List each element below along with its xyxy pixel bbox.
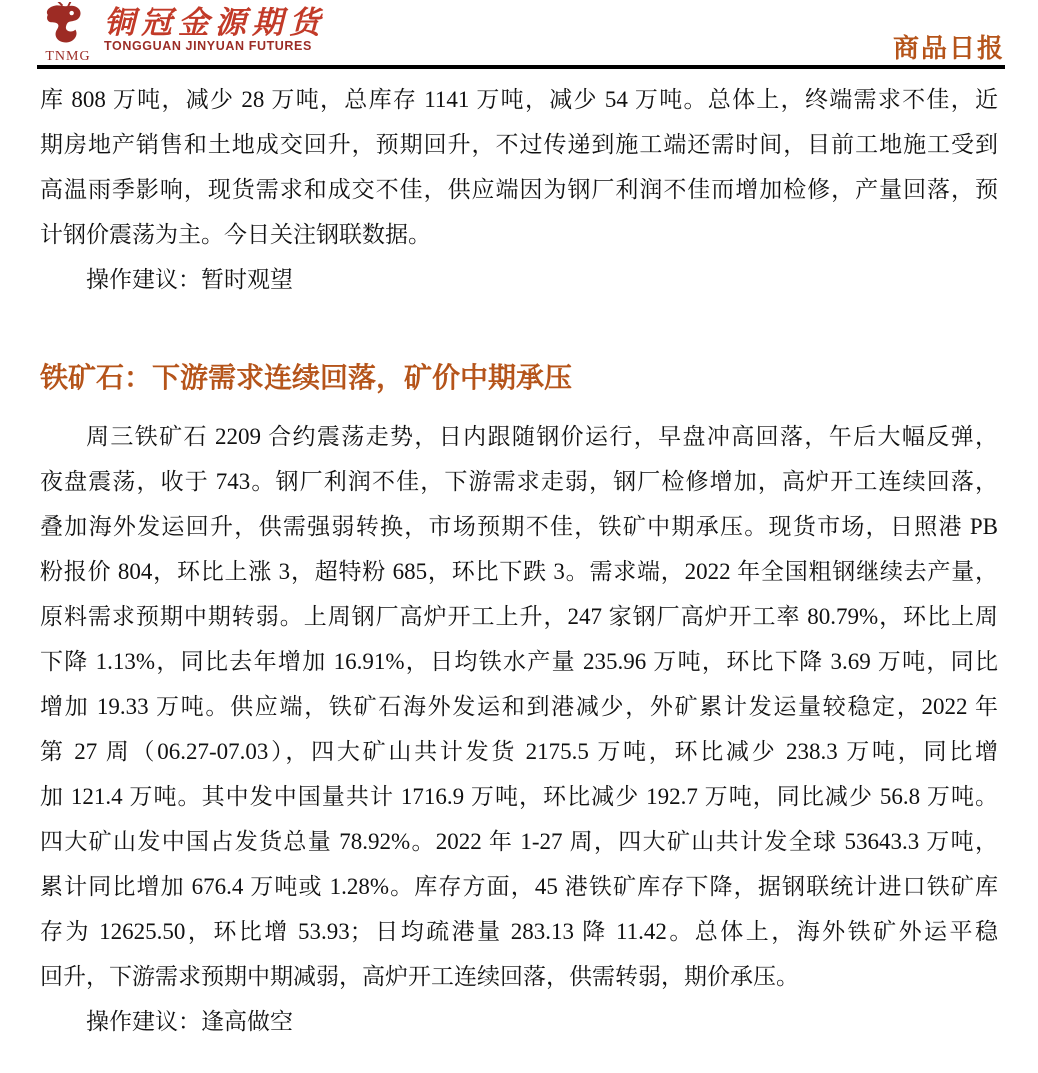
- body-line: 粉报价 804，环比上涨 3，超特粉 685，环比下跌 3。需求端，2022 年全国粗钢继续去产量，: [40, 559, 998, 584]
- body-line: 累计同比增加 676.4 万吨或 1.28%。库存方面，45 港铁矿库存下降，据钢联统计进口铁矿库: [40, 874, 998, 899]
- report-type-title: 商品日报: [892, 33, 1005, 63]
- steel-advice-line: 操作建议：暂时观望: [86, 267, 293, 292]
- tnmg-phoenix-icon: [40, 2, 96, 52]
- company-name-cn: 铜冠金源期货: [104, 5, 326, 40]
- body-line: 原料需求预期中期转弱。上周钢厂高炉开工上升，247 家钢厂高炉开工率 80.79%，环比上周: [40, 604, 998, 629]
- company-name-en: TONGGUAN JINYUAN FUTURES: [104, 39, 312, 53]
- report-header: [0, 0, 1038, 64]
- body-line: 计钢价震荡为主。今日关注钢联数据。: [40, 222, 431, 247]
- body-line: 库 808 万吨，减少 28 万吨，总库存 1141 万吨，减少 54 万吨。总体上，终端需求不佳，近: [40, 87, 998, 112]
- company-logo: [40, 2, 326, 64]
- body-line: 存为 12625.50，环比增 53.93；日均疏港量 283.13 降 11.42。总体上，海外铁矿外运平稳: [40, 919, 998, 944]
- iron-ore-paragraph: [40, 414, 998, 1044]
- body-line: 叠加海外发运回升，供需强弱转换，市场预期不佳，铁矿中期承压。现货市场，日照港 PB: [40, 514, 998, 539]
- logo-tnmg-label: TNMG: [45, 49, 91, 64]
- body-line: 下降 1.13%，同比去年增加 16.91%，日均铁水产量 235.96 万吨，环比下降 3.69 万吨，同比: [40, 649, 998, 674]
- iron-ore-advice-line: 操作建议：逢高做空: [86, 1009, 293, 1034]
- body-line: 第 27 周（06.27-07.03），四大矿山共计发货 2175.5 万吨，环比减少 238.3 万吨，同比增: [40, 739, 998, 764]
- body-line: 加 121.4 万吨。其中发中国量共计 1716.9 万吨，环比减少 192.7 万吨，同比减少 56.8 万吨。: [40, 784, 998, 809]
- iron-ore-section: [40, 358, 998, 1044]
- body-line: 高温雨季影响，现货需求和成交不佳，供应端因为钢厂利润不佳而增加检修，产量回落，预: [40, 177, 998, 202]
- body-line: 期房地产销售和土地成交回升，预期回升，不过传递到施工端还需时间，目前工地施工受到: [40, 132, 998, 157]
- body-line: 增加 19.33 万吨。供应端，铁矿石海外发运和到港减少，外矿累计发运量较稳定，2022 年: [40, 694, 998, 719]
- report-body: [0, 69, 1038, 1044]
- body-line: 夜盘震荡，收于 743。钢厂利润不佳，下游需求走弱，钢厂检修增加，高炉开工连续回落，: [40, 469, 998, 494]
- logo-text: [104, 2, 326, 55]
- steel-paragraph: [40, 77, 998, 302]
- body-line: 回升，下游需求预期中期减弱，高炉开工连续回落，供需转弱，期价承压。: [40, 964, 799, 989]
- logo-mark: [40, 2, 96, 64]
- iron-ore-heading: 铁矿石：下游需求连续回落，矿价中期承压: [40, 362, 573, 393]
- body-line: 四大矿山发中国占发货总量 78.92%。2022 年 1-27 周，四大矿山共计发全球 53643.3 万吨，: [40, 829, 998, 854]
- body-line: 周三铁矿石 2209 合约震荡走势，日内跟随钢价运行，早盘冲高回落，午后大幅反弹，: [86, 424, 998, 449]
